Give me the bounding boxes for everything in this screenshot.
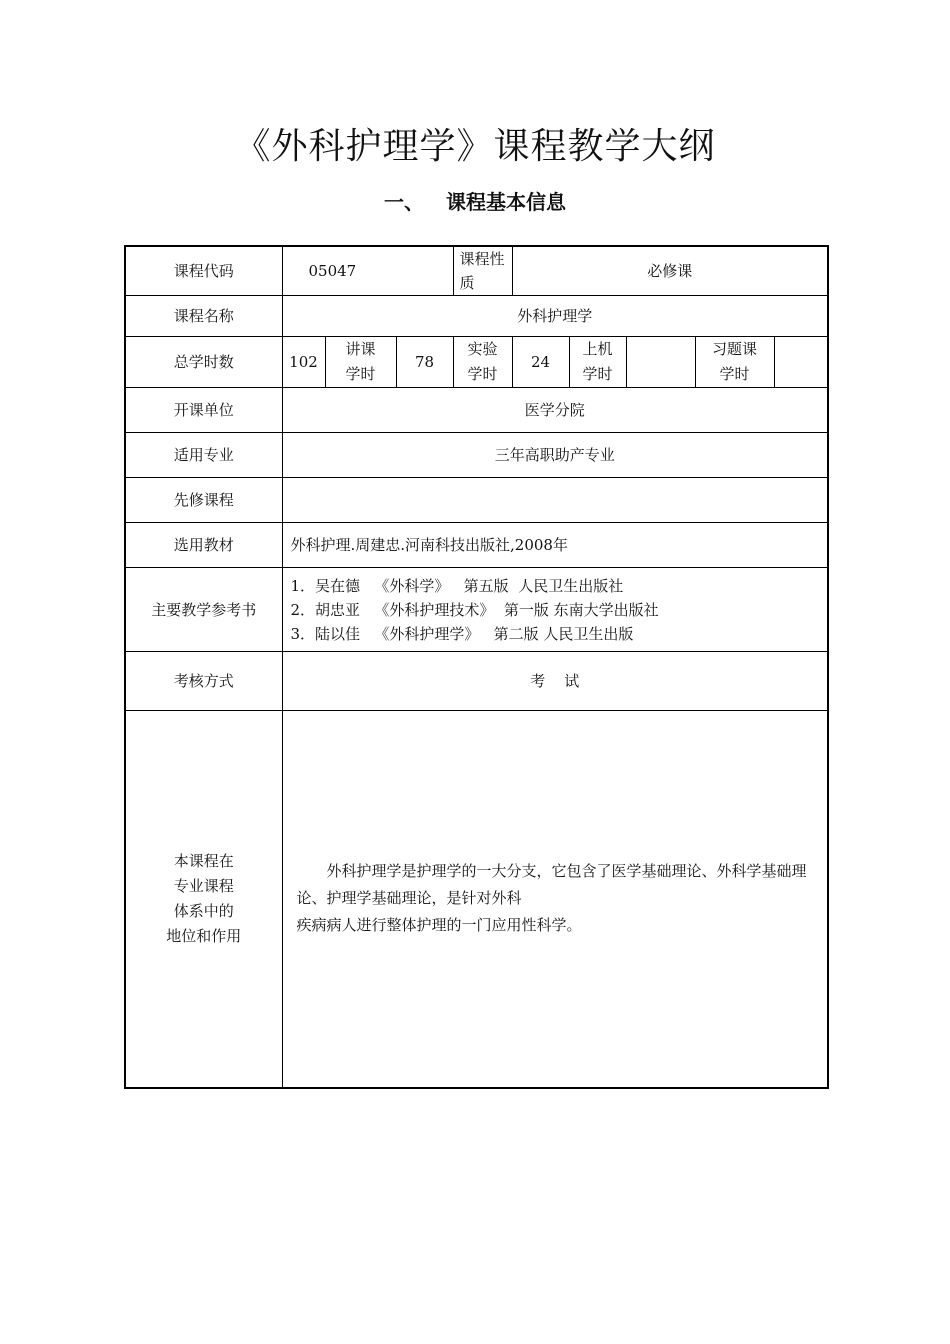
exercise-hours-label: 习题课 学时 bbox=[695, 337, 774, 388]
prerequisite-value bbox=[282, 478, 828, 523]
course-name-value: 外科护理学 bbox=[282, 296, 828, 337]
lab-hours-value: 24 bbox=[512, 337, 569, 388]
references-list bbox=[282, 568, 828, 652]
section-title: 课程基本信息 bbox=[446, 190, 566, 214]
course-code-label: 课程代码 bbox=[125, 246, 282, 296]
lecture-hours-value: 78 bbox=[396, 337, 453, 388]
row-textbook bbox=[125, 523, 828, 568]
document-title: 《外科护理学》课程教学大纲 bbox=[234, 126, 716, 167]
row-hours bbox=[125, 337, 828, 388]
assessment-label: 考核方式 bbox=[125, 652, 282, 711]
course-nature-value: 必修课 bbox=[512, 246, 828, 296]
lecture-hours-label: 讲课 学时 bbox=[325, 337, 396, 388]
row-references bbox=[125, 568, 828, 652]
row-role bbox=[125, 711, 828, 1088]
row-major bbox=[125, 433, 828, 478]
textbook-value: 外科护理.周建忠.河南科技出版社,2008年 bbox=[282, 523, 828, 568]
row-assessment bbox=[125, 652, 828, 711]
role-text bbox=[282, 711, 828, 1088]
course-nature-label: 课程性质 bbox=[453, 246, 512, 296]
section-number: 一、 bbox=[384, 190, 424, 214]
computer-hours-value bbox=[626, 337, 695, 388]
row-course-name bbox=[125, 296, 828, 337]
course-name-label: 课程名称 bbox=[125, 296, 282, 337]
total-hours-value: 102 bbox=[282, 337, 325, 388]
major-value: 三年高职助产专业 bbox=[282, 433, 828, 478]
role-label: 本课程在 专业课程 体系中的 地位和作用 bbox=[125, 711, 282, 1088]
role-text-para-2: 疾病病人进行整体护理的一门应用性科学。 bbox=[296, 916, 582, 935]
row-course-code bbox=[125, 246, 828, 296]
department-value: 医学分院 bbox=[282, 388, 828, 433]
major-label: 适用专业 bbox=[125, 433, 282, 478]
lab-hours-label: 实验 学时 bbox=[453, 337, 512, 388]
role-text-para-1: 外科护理学是护理学的一大分支，它包含了医学基础理论、外科学基础理论、护理学基础理论，是针对外科 bbox=[296, 862, 807, 908]
row-prerequisite bbox=[125, 478, 828, 523]
exercise-hours-value bbox=[774, 337, 828, 388]
course-info-table bbox=[124, 245, 829, 1089]
reference-item: 3．陆以佳 《外科护理学》 第二版 人民卫生出版 bbox=[290, 624, 634, 643]
total-hours-label: 总学时数 bbox=[125, 337, 282, 388]
computer-hours-label: 上机 学时 bbox=[569, 337, 626, 388]
course-code-value: 05047 bbox=[282, 246, 453, 296]
textbook-label: 选用教材 bbox=[125, 523, 282, 568]
reference-item: 1．吴在德 《外科学》 第五版 人民卫生出版社 bbox=[290, 576, 624, 595]
reference-item: 2．胡忠亚 《外科护理技术》 第一版 东南大学出版社 bbox=[290, 600, 659, 619]
row-department bbox=[125, 388, 828, 433]
department-label: 开课单位 bbox=[125, 388, 282, 433]
prerequisite-label: 先修课程 bbox=[125, 478, 282, 523]
references-label: 主要教学参考书 bbox=[125, 568, 282, 652]
assessment-value: 考 试 bbox=[282, 652, 828, 711]
section-heading bbox=[0, 186, 950, 215]
